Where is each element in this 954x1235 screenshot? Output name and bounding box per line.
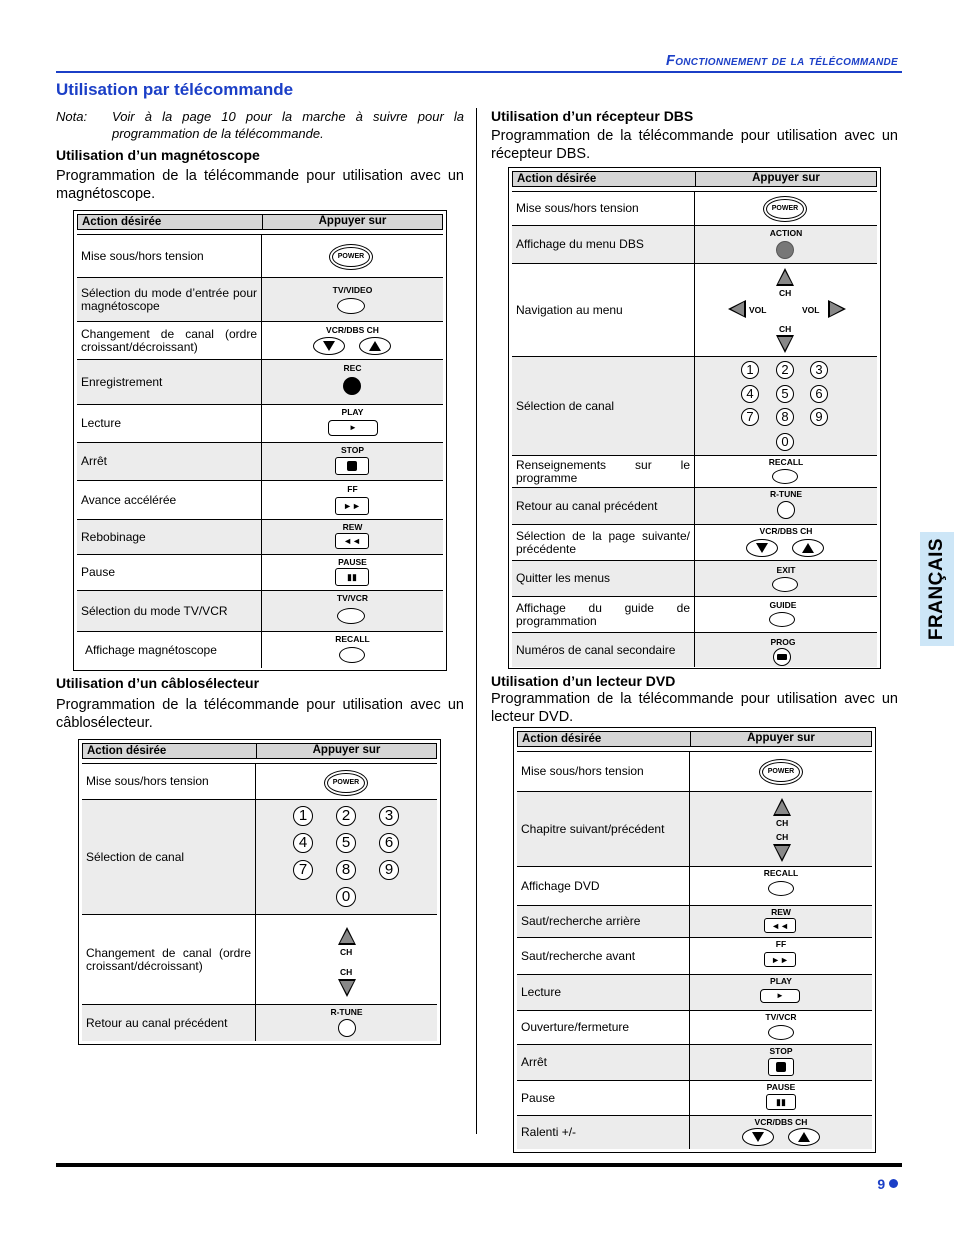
- digit-0-icon: 0: [336, 887, 356, 907]
- digit-1-icon: 1: [293, 806, 313, 826]
- digit-7-icon: 7: [741, 408, 759, 426]
- table-row: Pause PAUSE ▮▮: [77, 555, 443, 591]
- table-row: Mise sous/hors tension POWER: [77, 234, 443, 278]
- table-row: Saut/recherche avant FF ►►: [517, 938, 872, 975]
- table-row: Affichage du guide de programmation GUIDE: [512, 597, 877, 633]
- ch-down-icon: [313, 337, 345, 355]
- column-divider: [476, 108, 477, 1134]
- header-rule: [56, 71, 902, 73]
- table-row: Sélection du mode TV/VCR TV/VCR: [77, 591, 443, 632]
- table-header: Action désirée Appuyer sur: [517, 731, 872, 747]
- table-row: Lecture PLAY ►: [517, 975, 872, 1011]
- dvd-table: [513, 727, 876, 1153]
- slow-minus-icon: [742, 1128, 774, 1146]
- table-row: Lecture PLAY ►: [77, 405, 443, 443]
- table-header: Action désirée Appuyer sur: [512, 171, 877, 187]
- digit-4-icon: 4: [293, 833, 313, 853]
- ch-up-icon: [359, 337, 391, 355]
- table-header: Action désirée Appuyer sur: [82, 743, 437, 759]
- dbs-title: Utilisation d’un récepteur DBS: [491, 108, 694, 124]
- table-row: Mise sous/hors tension POWER: [517, 751, 872, 792]
- table-row: Sélection de canal 1 2 3 4 5 6 7 8 9 0: [82, 800, 437, 915]
- running-header: Fonctionnement de la télécommande: [666, 53, 898, 69]
- digit-4-icon: 4: [741, 385, 759, 403]
- table-row: Ralenti +/- VCR/DBS CH: [517, 1116, 872, 1149]
- vcr-intro: Programmation de la télécommande pour utilisation avec un magnétoscope.: [56, 168, 464, 202]
- table-row: Renseignements sur le programme RECALL: [512, 456, 877, 488]
- exit-button-icon: [772, 577, 798, 592]
- vcr-table: [73, 210, 447, 671]
- table-row: Changement de canal (ordre croissant/décroissant) VCR/DBS CH: [77, 322, 443, 360]
- digit-2-icon: 2: [336, 806, 356, 826]
- table-row: Chapitre suivant/précédent CH CH: [517, 792, 872, 867]
- table-row: Retour au canal précédent R-TUNE: [82, 1005, 437, 1041]
- table-header: Action désirée Appuyer sur: [77, 214, 443, 230]
- recall-button-icon: [772, 469, 798, 484]
- digit-3-icon: 3: [379, 806, 399, 826]
- table-row: Numéros de canal secondaire PROG: [512, 633, 877, 667]
- table-row: Affichage magnétoscope RECALL: [77, 632, 443, 668]
- cable-intro: Programmation de la télécommande pour utilisation avec un câblosélecteur.: [56, 697, 464, 731]
- ch-down-icon: [338, 979, 356, 997]
- power-button-icon: POWER: [329, 244, 373, 270]
- dbs-table: [508, 167, 881, 669]
- digit-7-icon: 7: [293, 860, 313, 880]
- ch-up-icon: [773, 798, 791, 816]
- cable-table: [78, 739, 441, 1045]
- digit-6-icon: 6: [379, 833, 399, 853]
- stop-icon: [335, 457, 369, 475]
- ff-icon: ►►: [335, 497, 369, 515]
- note-text: Voir à la page 10 pour la marche à suivre pour la programmation de la télécommande.: [112, 109, 464, 141]
- recall-button-icon: [339, 647, 365, 663]
- tv-vcr-button-icon: [337, 608, 365, 624]
- table-row: Pause PAUSE ▮▮: [517, 1081, 872, 1116]
- rew-icon: ◄◄: [764, 918, 796, 933]
- table-row: Affichage DVD RECALL: [517, 867, 872, 906]
- power-button-icon: POWER: [324, 770, 368, 796]
- digit-0-icon: 0: [776, 433, 794, 451]
- recall-button-icon: [768, 881, 794, 896]
- digit-5-icon: 5: [336, 833, 356, 853]
- digit-1-icon: 1: [741, 361, 759, 379]
- vcr-title: Utilisation d’un magnétoscope: [56, 147, 260, 163]
- ch-up-icon: [792, 539, 824, 557]
- vol-left-icon: [728, 300, 746, 318]
- table-row: Mise sous/hors tension POWER: [512, 191, 877, 226]
- digit-5-icon: 5: [776, 385, 794, 403]
- table-row: Changement de canal (ordre croissant/décroissant) CH CH: [82, 915, 437, 1005]
- r-tune-button-icon: [338, 1019, 356, 1037]
- cable-title: Utilisation d’un câblosélecteur: [56, 675, 260, 691]
- guide-button-icon: [769, 612, 795, 627]
- tv-vcr-button-icon: [768, 1025, 794, 1040]
- table-row: Ouverture/fermeture TV/VCR: [517, 1011, 872, 1045]
- ch-down-icon: [776, 335, 794, 353]
- table-row: Sélection de canal 1 2 3 4 5 6 7 8 9 0: [512, 357, 877, 456]
- pause-icon: ▮▮: [335, 568, 369, 586]
- section-title: Utilisation par télécommande: [56, 80, 294, 99]
- footer-rule: [56, 1163, 902, 1167]
- rew-icon: ◄◄: [335, 533, 369, 549]
- pause-icon: ▮▮: [766, 1094, 796, 1110]
- digit-3-icon: 3: [810, 361, 828, 379]
- table-row: Saut/recherche arrière REW ◄◄: [517, 906, 872, 938]
- ch-down-icon: [746, 539, 778, 557]
- table-row: Rebobinage REW ◄◄: [77, 520, 443, 555]
- ff-icon: ►►: [764, 952, 796, 967]
- table-row: Retour au canal précédent R-TUNE: [512, 488, 877, 525]
- dvd-title: Utilisation d’un lecteur DVD: [491, 673, 676, 689]
- digit-2-icon: 2: [776, 361, 794, 379]
- digit-8-icon: 8: [776, 408, 794, 426]
- dvd-intro: Programmation de la télécommande pour utilisation avec un lecteur DVD.: [491, 691, 898, 725]
- digit-6-icon: 6: [810, 385, 828, 403]
- digit-9-icon: 9: [810, 408, 828, 426]
- vol-right-icon: [828, 300, 846, 318]
- dbs-intro: Programmation de la télécommande pour utilisation avec un récepteur DBS.: [491, 128, 898, 162]
- keypad: [695, 357, 877, 455]
- bullet-icon: [889, 1179, 898, 1188]
- table-row: Sélection de la page suivante/ précédente VCR/DBS CH: [512, 525, 877, 561]
- table-row: Affichage du menu DBS ACTION: [512, 226, 877, 264]
- action-button-icon: [776, 241, 794, 259]
- stop-icon: [768, 1058, 794, 1076]
- table-row: Arrêt STOP: [517, 1045, 872, 1081]
- language-tab: FRANÇAIS: [920, 532, 954, 646]
- slow-plus-icon: [788, 1128, 820, 1146]
- power-button-icon: POWER: [759, 759, 803, 785]
- table-row: Sélection du mode d’entrée pour magnétoscope TV/VIDEO: [77, 278, 443, 322]
- table-row: Arrêt STOP: [77, 443, 443, 481]
- r-tune-button-icon: [777, 501, 795, 519]
- play-icon: ►: [328, 420, 378, 436]
- keypad: [256, 800, 437, 914]
- rec-icon: [343, 377, 361, 395]
- prog-button-icon: [773, 648, 791, 666]
- tv-video-button-icon: [337, 298, 365, 314]
- ch-up-icon: [338, 927, 356, 945]
- table-row: Avance accélérée FF ►►: [77, 481, 443, 520]
- table-row: Mise sous/hors tension POWER: [82, 763, 437, 800]
- ch-down-icon: [773, 844, 791, 862]
- table-row: Navigation au menu CH VOL VOL CH: [512, 264, 877, 357]
- table-row: Enregistrement REC: [77, 360, 443, 405]
- digit-9-icon: 9: [379, 860, 399, 880]
- navigation-pad: CH VOL VOL CH: [695, 264, 877, 356]
- page-number: 9: [877, 1176, 898, 1192]
- power-button-icon: POWER: [763, 196, 807, 222]
- ch-up-icon: [776, 268, 794, 286]
- note-label: Nota:: [56, 109, 88, 124]
- table-row: Quitter les menus EXIT: [512, 561, 877, 597]
- play-icon: ►: [760, 989, 800, 1003]
- digit-8-icon: 8: [336, 860, 356, 880]
